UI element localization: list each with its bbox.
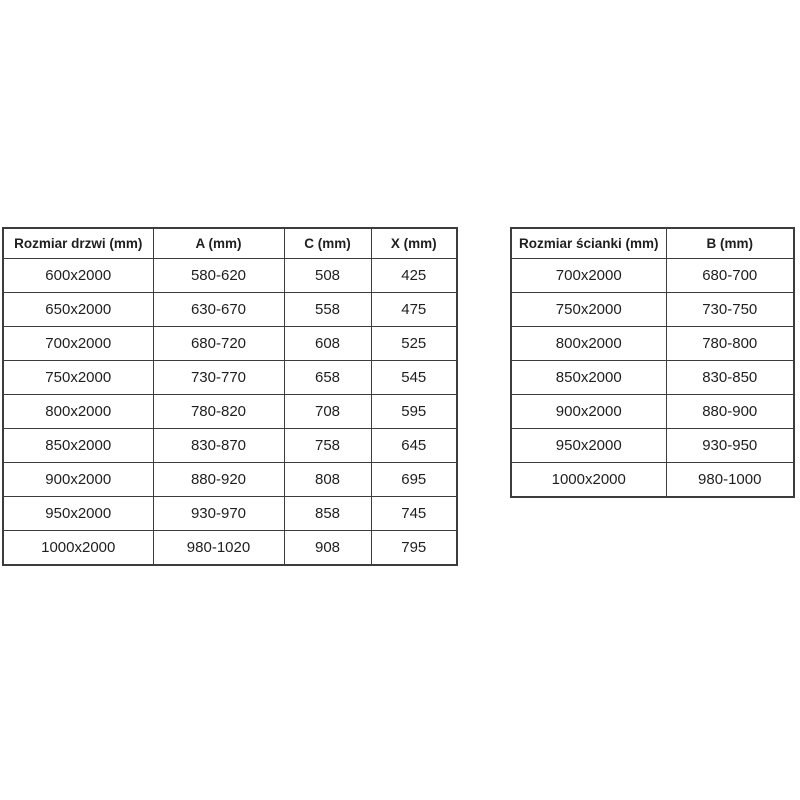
table-cell: 908 [284,531,371,566]
table-row [511,327,794,361]
header-row [3,228,457,259]
column-header: Rozmiar ścianki (mm) [511,228,666,259]
table-cell: 850x2000 [511,361,666,395]
door-dimensions-table [2,227,458,566]
table-row [3,361,457,395]
table-cell: 630-670 [153,293,284,327]
table-cell: 425 [371,259,457,293]
table-row [511,361,794,395]
table-cell: 1000x2000 [3,531,153,566]
table-cell: 808 [284,463,371,497]
table-row [511,429,794,463]
table-cell: 650x2000 [3,293,153,327]
table-cell: 950x2000 [3,497,153,531]
table-cell: 930-970 [153,497,284,531]
table-row [3,531,457,566]
table-cell: 730-770 [153,361,284,395]
table-cell: 608 [284,327,371,361]
table-row [3,327,457,361]
table-row [511,293,794,327]
column-header: C (mm) [284,228,371,259]
table-cell: 900x2000 [511,395,666,429]
table-cell: 780-800 [666,327,794,361]
table-row [3,293,457,327]
table-cell: 830-870 [153,429,284,463]
header-row [511,228,794,259]
table-cell: 900x2000 [3,463,153,497]
column-header: B (mm) [666,228,794,259]
table-cell: 880-920 [153,463,284,497]
table-cell: 780-820 [153,395,284,429]
table-cell: 980-1000 [666,463,794,498]
table-cell: 708 [284,395,371,429]
column-header: X (mm) [371,228,457,259]
table-row [511,395,794,429]
table-cell: 830-850 [666,361,794,395]
table-cell: 795 [371,531,457,566]
table-row [3,497,457,531]
table-row [511,259,794,293]
table-cell: 680-700 [666,259,794,293]
table-cell: 800x2000 [3,395,153,429]
table-cell: 858 [284,497,371,531]
table-cell: 525 [371,327,457,361]
table-cell: 730-750 [666,293,794,327]
table-cell: 930-950 [666,429,794,463]
column-header: Rozmiar drzwi (mm) [3,228,153,259]
table-cell: 695 [371,463,457,497]
table-cell: 950x2000 [511,429,666,463]
table-row [3,395,457,429]
table-cell: 758 [284,429,371,463]
table-cell: 680-720 [153,327,284,361]
table-cell: 850x2000 [3,429,153,463]
table-row [3,259,457,293]
table-row [3,429,457,463]
table-cell: 658 [284,361,371,395]
wall-dimensions-table [510,227,795,498]
table-row [511,463,794,498]
table-cell: 508 [284,259,371,293]
table-cell: 1000x2000 [511,463,666,498]
table-cell: 700x2000 [511,259,666,293]
table-cell: 750x2000 [3,361,153,395]
table-cell: 745 [371,497,457,531]
table-cell: 880-900 [666,395,794,429]
table-cell: 558 [284,293,371,327]
table-cell: 645 [371,429,457,463]
table-cell: 700x2000 [3,327,153,361]
table-cell: 750x2000 [511,293,666,327]
column-header: A (mm) [153,228,284,259]
table-cell: 595 [371,395,457,429]
table-row [3,463,457,497]
table-cell: 475 [371,293,457,327]
table-cell: 800x2000 [511,327,666,361]
table-cell: 545 [371,361,457,395]
table-cell: 980-1020 [153,531,284,566]
table-cell: 600x2000 [3,259,153,293]
table-cell: 580-620 [153,259,284,293]
